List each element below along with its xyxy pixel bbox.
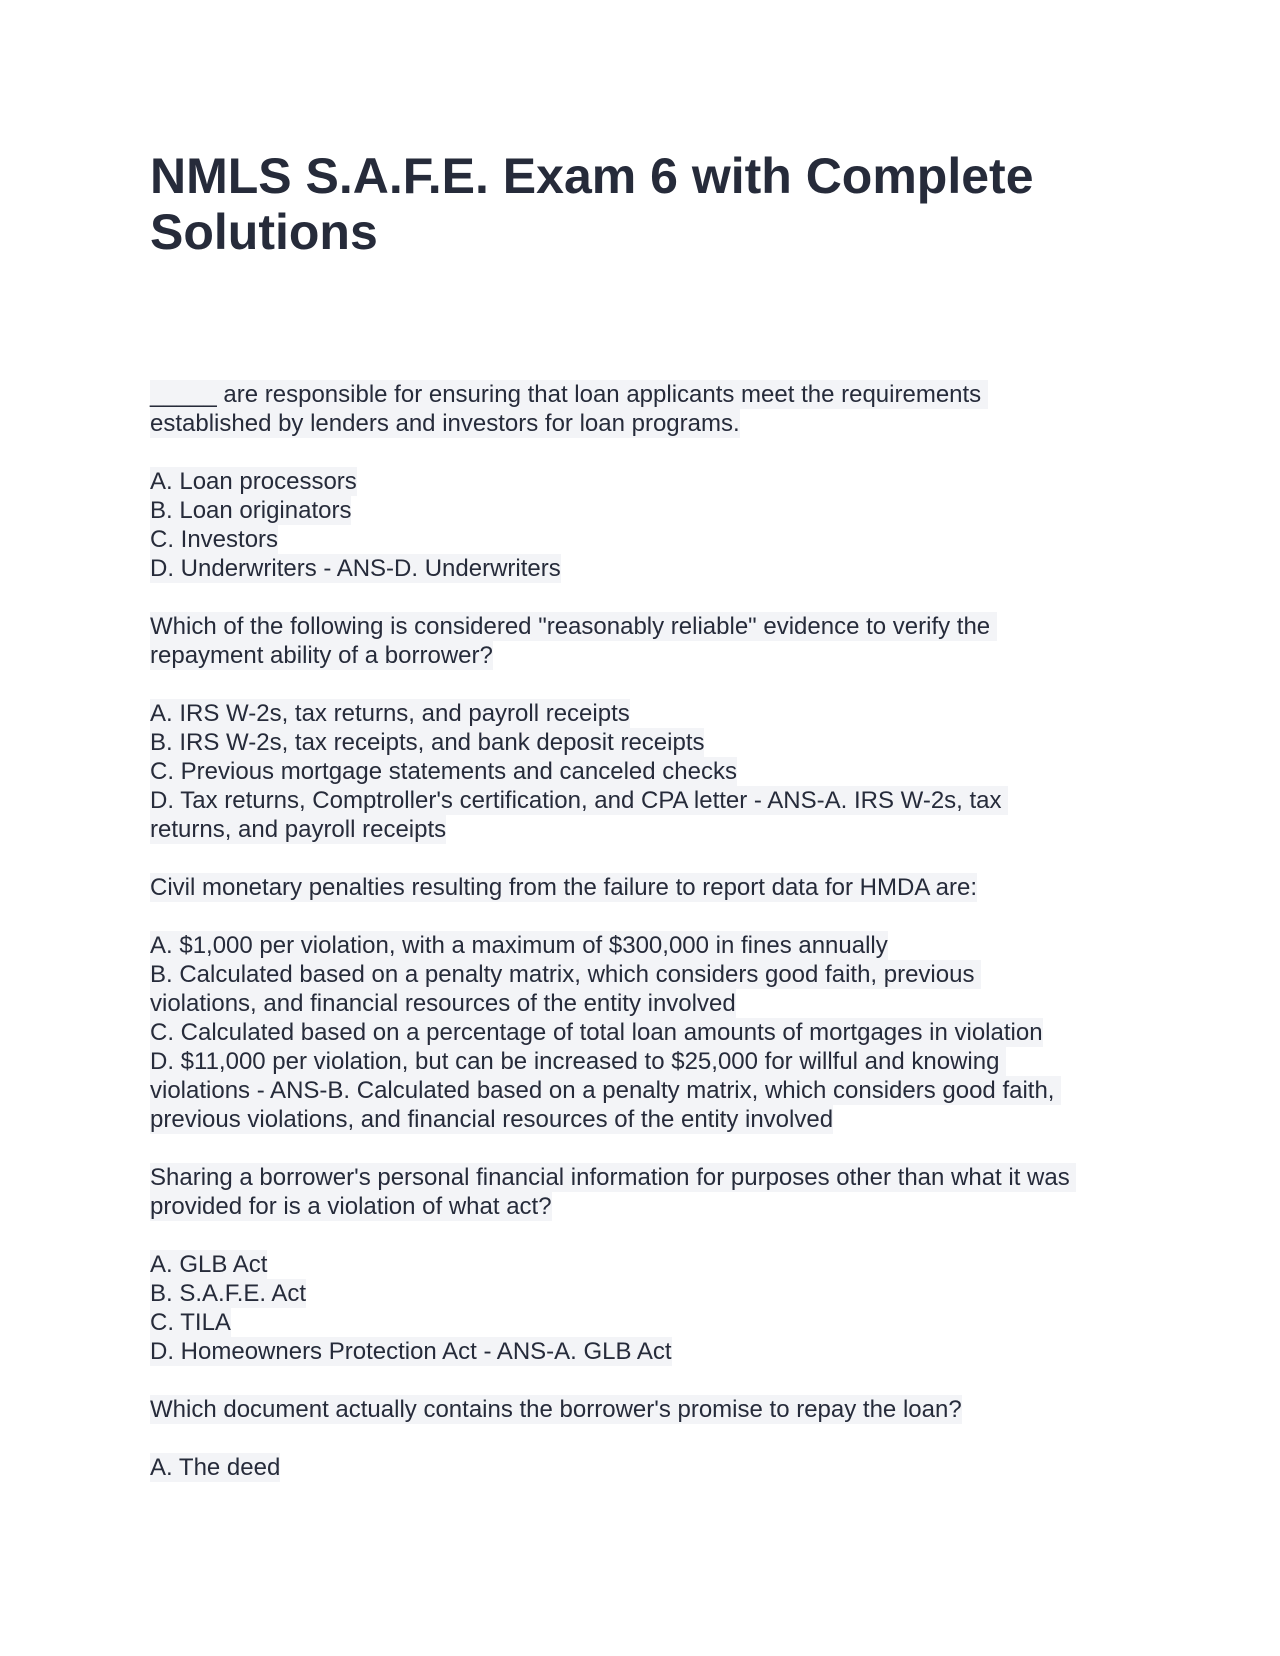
page-title-line-1: NMLS S.A.F.E. Exam 6 with Complete bbox=[150, 148, 1034, 204]
answer-options-1 bbox=[150, 467, 1130, 583]
answer-option: A. GLB Act bbox=[150, 1251, 268, 1278]
answer-option: A. The deed bbox=[150, 1454, 281, 1481]
answer-solution-continuation: returns, and payroll receipts bbox=[150, 816, 447, 843]
answer-solution-continuation: previous violations, and financial resources of the entity involved bbox=[150, 1106, 834, 1133]
answer-option: B. Calculated based on a penalty matrix, which considers good faith, previous bbox=[150, 961, 982, 988]
answer-solution-continuation: violations - ANS-B. Calculated based on a penalty matrix, which considers good faith, bbox=[150, 1077, 1062, 1104]
answer-option-with-solution: D. Underwriters - ANS-D. Underwriters bbox=[150, 555, 561, 582]
question-text-line: repayment ability of a borrower? bbox=[150, 642, 493, 669]
answer-option: B. IRS W-2s, tax receipts, and bank deposit receipts bbox=[150, 729, 705, 756]
page-title bbox=[150, 148, 1130, 260]
answer-options-4 bbox=[150, 1250, 1130, 1366]
question-2 bbox=[150, 612, 1130, 670]
answer-option-with-solution: D. Tax returns, Comptroller's certification, and CPA letter - ANS-A. IRS W-2s, tax bbox=[150, 787, 1009, 814]
question-text-line: established by lenders and investors for loan programs. bbox=[150, 410, 740, 437]
answer-option: A. Loan processors bbox=[150, 468, 357, 495]
question-4 bbox=[150, 1163, 1130, 1221]
answer-option: A. IRS W-2s, tax returns, and payroll receipts bbox=[150, 700, 630, 727]
answer-option: C. TILA bbox=[150, 1309, 231, 1336]
answer-option: A. $1,000 per violation, with a maximum of $300,000 in fines annually bbox=[150, 932, 888, 959]
answer-option: C. Calculated based on a percentage of total loan amounts of mortgages in violation bbox=[150, 1019, 1043, 1046]
question-3 bbox=[150, 873, 1130, 902]
document-body bbox=[150, 380, 1130, 1511]
answer-options-2 bbox=[150, 699, 1130, 844]
question-text-line: Which document actually contains the borrower's promise to repay the loan? bbox=[150, 1396, 962, 1423]
question-text-line: Which of the following is considered "reasonably reliable" evidence to verify the bbox=[150, 613, 997, 640]
question-text-line: Civil monetary penalties resulting from the failure to report data for HMDA are: bbox=[150, 874, 978, 901]
answer-option: B. Loan originators bbox=[150, 497, 352, 524]
answer-option-with-solution: D. Homeowners Protection Act - ANS-A. GLB Act bbox=[150, 1338, 672, 1365]
answer-option-with-solution: D. $11,000 per violation, but can be increased to $25,000 for willful and knowing bbox=[150, 1048, 1007, 1075]
answer-options-3 bbox=[150, 931, 1130, 1134]
document-header bbox=[150, 148, 1130, 260]
answer-option-continuation: violations, and financial resources of the entity involved bbox=[150, 990, 736, 1017]
answer-options-5 bbox=[150, 1453, 1130, 1482]
question-5 bbox=[150, 1395, 1130, 1424]
answer-option: C. Investors bbox=[150, 526, 279, 553]
question-1 bbox=[150, 380, 1130, 438]
question-text-line: Sharing a borrower's personal financial information for purposes other than what it was bbox=[150, 1164, 1077, 1191]
answer-option: B. S.A.F.E. Act bbox=[150, 1280, 307, 1307]
answer-option: C. Previous mortgage statements and canceled checks bbox=[150, 758, 737, 785]
question-text-line: _____ are responsible for ensuring that loan applicants meet the requirements bbox=[150, 381, 988, 408]
question-text-line: provided for is a violation of what act? bbox=[150, 1193, 552, 1220]
page-title-line-2: Solutions bbox=[150, 204, 378, 260]
